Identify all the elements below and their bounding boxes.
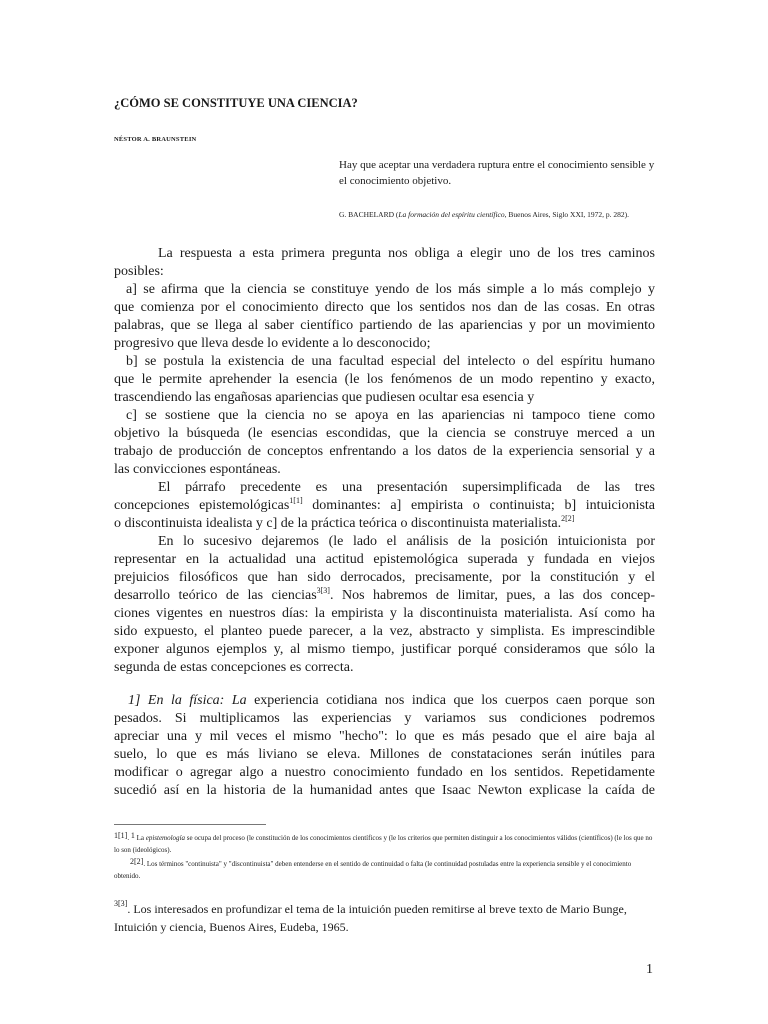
paragraph-2 <box>114 479 655 533</box>
body-line: prejuicios filosóficos que han sido derrocados, precisamente, por la constitución y el <box>114 570 655 585</box>
body-line: a] se afirma que la ciencia se constituye yendo de los más simple a lo más complejo y <box>126 282 655 297</box>
body-line: desarrollo teórico de las ciencias$^{3[3]}$. Nos habremos de limitar, pues, a las dos concep- <box>114 586 655 603</box>
footnote-marker: 3[3] <box>114 899 128 908</box>
body-line: suelo, lo que es más liviano se eleva. Millones de constataciones serán inútiles para <box>114 747 655 762</box>
epigraph: Hay que aceptar una verdadera ruptura entre el conocimiento sensible y el conocimiento objetivo. <box>339 159 655 187</box>
body-line: trascendiendo las engañosas apariencias que pudiesen ocultar esa esencia y <box>114 390 535 405</box>
footnote-marker: 1[1] <box>114 831 128 840</box>
body-line: modificar o agregar algo a nuestro conocimiento fundado en los sentidos. Repetidamente <box>114 765 655 780</box>
body-line: La respuesta a esta primera pregunta nos obliga a elegir uno de los tres caminos <box>158 246 655 261</box>
body-line: c] se sostiene que la ciencia no se apoya en las apariencias ni tampoco tiene como <box>126 408 655 423</box>
body-line: 1] En la física: La experiencia cotidiana nos indica que los cuerpos caen porque son <box>128 693 655 708</box>
body-line: progresivo que lleva desde lo evidente a lo desconocido; <box>114 336 431 351</box>
body-line: exponer algunos ejemplos y, al mismo tiempo, justificar porqué consideramos que sólo la <box>114 642 655 657</box>
body-line: o discontinuista idealista y c] de la práctica teórica o discontinuista materialista.$^{2[2]}$ <box>114 514 575 531</box>
body-line: El párrafo precedente es una presentación supersimplificada de las tres <box>158 480 655 495</box>
body-line: sido expuesto, el planteo puede parecer, a la vez, abstracto y simplista. Es imprescindible <box>114 624 655 639</box>
body-line: posibles: <box>114 264 164 279</box>
body-line: representar en la actualidad una actitud epistemológica superada y fundada en viejos <box>114 552 655 567</box>
body-line: trabajo de producción de conceptos enfrentando a los datos de la experiencia sensorial y a <box>114 444 655 459</box>
page-number: 1 <box>646 962 653 977</box>
citation-work: La formación del espíritu científico <box>398 210 505 219</box>
body-line: palabras, que se llega al saber científico partiendo de las apariencias y por un movimiento <box>114 318 655 333</box>
body-line: objetivo la búsqueda (le esencias escondidas, que la ciencia se construye merced a un <box>114 426 655 441</box>
body-line: apreciar una y mil veces el mismo "hecho": lo que es más pesado que el aire baja al <box>114 729 655 744</box>
footnote-2: $^{2[2]}$. Los términos "continuista" y "discontinuista" deben entenderse en el sentido de continuidad o falta (le continuidad postuladas entre la experiencia sensible y el conocimiento obtenido. <box>114 857 632 880</box>
author-name: NÉSTOR A. BRAUNSTEIN <box>114 136 197 143</box>
paragraph-3 <box>114 533 655 677</box>
body-line: En lo sucesivo dejaremos (le lado el análisis de la posición intuicionista por <box>158 534 655 549</box>
page-title: ¿CÓMO SE CONSTITUYE UNA CIENCIA? <box>114 96 358 110</box>
footnote-divider <box>114 824 266 825</box>
footnote-marker: 2[2] <box>130 857 144 866</box>
citation-details: , Buenos Aires, Siglo XXI, 1972, p. 282). <box>504 210 630 219</box>
paragraph-1 <box>114 245 655 479</box>
paragraph-4 <box>114 692 655 800</box>
body-line: las convicciones espontáneas. <box>114 462 281 477</box>
citation-author: G. BACHELARD <box>339 210 395 219</box>
section-heading: 1] En la física: La <box>128 693 247 708</box>
body-line: b] se postula la existencia de una facultad especial del intelecto o del espíritu humano <box>126 354 655 369</box>
footnote-ref[interactable]: 3[3] <box>316 586 330 595</box>
body-line: ciones vigentes en nuestros días: la empirista y la discontinuista materialista. Así como ha <box>114 606 655 621</box>
footnote-3: $^{3[3]}$. Los interesados en profundizar el tema de la intuición pueden remitirse al breve texto de Mario Bunge, Intuición y ciencia, Buenos Aires, Eudeba, 1965. <box>114 899 627 934</box>
epigraph-citation: G. BACHELARD (La formación del espíritu científico, Buenos Aires, Siglo XXI, 1972, p. 282). <box>339 210 630 219</box>
body-line: pesados. Si multiplicamos las experiencias y variamos sus condiciones podremos <box>114 711 655 726</box>
body-line: que comienza por el conocimiento directo que los sentidos nos dan de las cosas. En otras <box>114 300 655 315</box>
footnote-ref[interactable]: 2[2] <box>561 514 575 523</box>
footnote-ref[interactable]: 1[1] <box>289 496 303 505</box>
body-line: que le permite aprehender la esencia (le los fenómenos de un modo repentino y exacto, <box>114 372 655 387</box>
body-line: concepciones epistemológicas$^{1[1]}$ dominantes: a] empirista o continuista; b] intuicionista <box>114 496 656 513</box>
body-line: segunda de estas concepciones es correcta. <box>114 660 354 675</box>
footnote-1: $^{1[1]}$. $^1$ La epistemología se ocupa del proceso (le constitución de los conocimientos científicos y (le los criterios que permiten distinguir a los conocimientos válidos (científicos) (le los que no lo son (ideológicos). <box>114 831 653 854</box>
body-line: sucedió así en la historia de la humanidad antes que Isaac Newton explicase la caída de <box>114 783 655 798</box>
